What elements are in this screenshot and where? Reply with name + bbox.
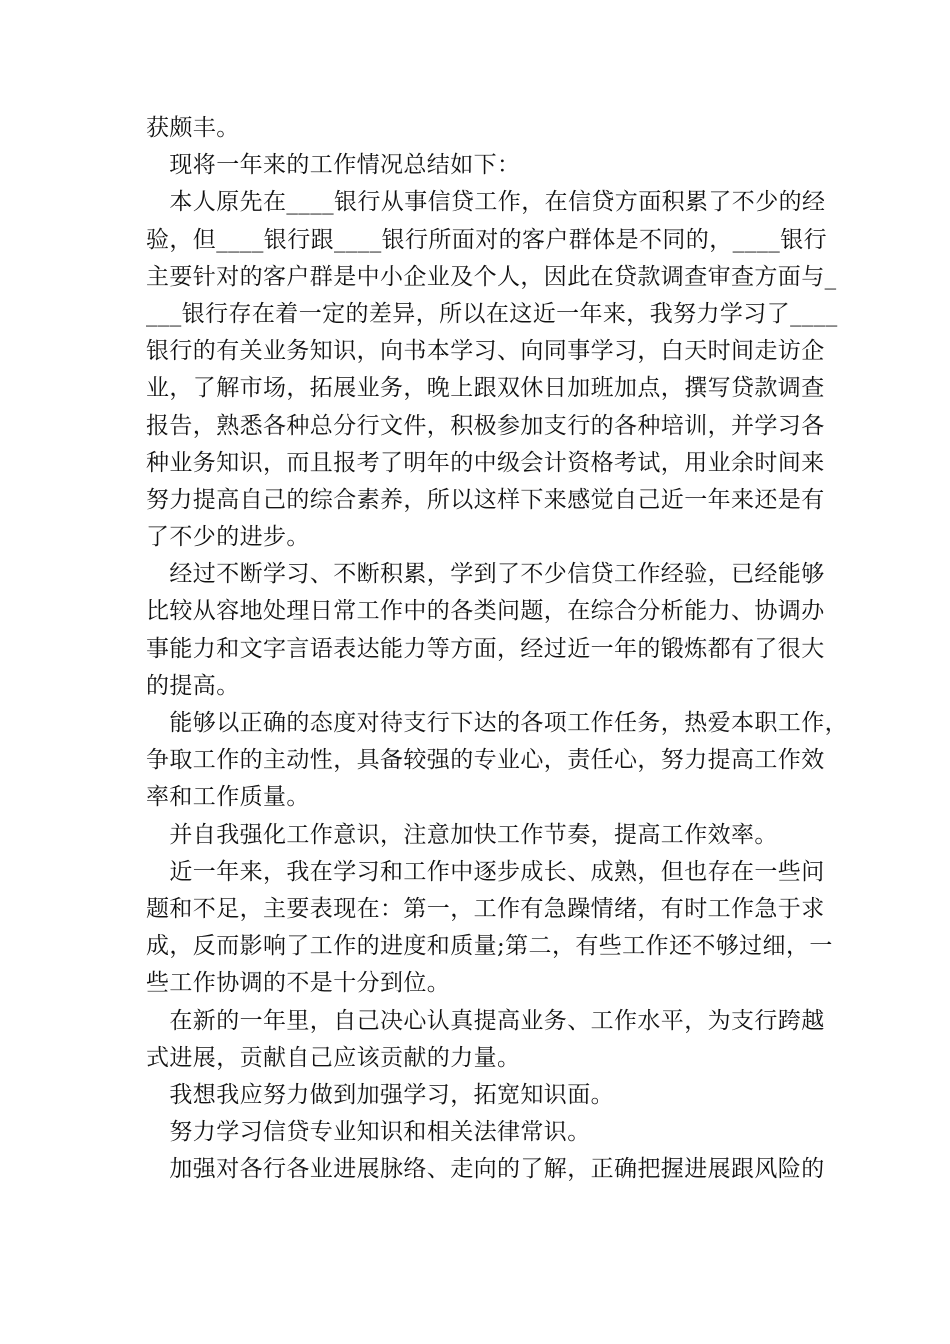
text-line: 主要针对的客户群是中小企业及个人，因此在贷款调查审查方面与_	[146, 263, 837, 290]
text-line: 些工作协调的不是十分到位。	[146, 970, 451, 997]
text-line: 题和不足，主要表现在：第一，工作有急躁情绪，有时工作急于求	[146, 895, 825, 922]
text-line: 了不少的进步。	[146, 524, 310, 551]
text-line: 验，但____银行跟____银行所面对的客户群体是不同的，____银行	[146, 226, 827, 253]
text-line: 率和工作质量。	[146, 784, 310, 811]
text-line: 并自我强化工作意识，注意加快工作节奏，提高工作效率。	[146, 821, 778, 848]
text-line: 的提高。	[146, 672, 240, 699]
text-line: 比较从容地处理日常工作中的各类问题，在综合分析能力、协调办	[146, 598, 825, 625]
text-line: 事能力和文字言语表达能力等方面，经过近一年的锻炼都有了很大	[146, 635, 825, 662]
text-line: 努力学习信贷专业知识和相关法律常识。	[146, 1119, 591, 1146]
text-line: 努力提高自己的综合素养，所以这样下来感觉自己近一年来还是有	[146, 486, 825, 513]
text-line: 本人原先在____银行从事信贷工作，在信贷方面积累了不少的经	[146, 189, 826, 216]
text-line: 能够以正确的态度对待支行下达的各项工作任务，热爱本职工作，	[146, 710, 848, 736]
text-line: 在新的一年里，自己决心认真提高业务、工作水平，为支行跨越	[146, 1007, 825, 1034]
text-line: 现将一年来的工作情况总结如下：	[146, 152, 521, 179]
text-line: 经过不断学习、不断积累，学到了不少信贷工作经验，已经能够	[146, 561, 825, 588]
text-line: ___银行存在着一定的差异，所以在这近一年来，我努力学习了____	[146, 300, 838, 327]
text-line: 报告，熟悉各种总分行文件，积极参加支行的各种培训，并学习各	[146, 412, 825, 439]
text-line: 争取工作的主动性，具备较强的专业心，责任心，努力提高工作效	[146, 747, 825, 774]
text-line: 加强对各行各业进展脉络、走向的了解，正确把握进展跟风险的	[146, 1156, 825, 1183]
text-line: 式进展，贡献自己应该贡献的力量。	[146, 1044, 521, 1071]
text-line: 我想我应努力做到加强学习，拓宽知识面。	[146, 1081, 614, 1108]
document-body	[146, 110, 848, 1188]
text-line: 成，反而影响了工作的进度和质量;第二，有些工作还不够过细，一	[146, 933, 833, 960]
text-line: 种业务知识，而且报考了明年的中级会计资格考试，用业余时间来	[146, 449, 825, 476]
text-line: 获颇丰。	[146, 115, 240, 141]
text-line: 近一年来，我在学习和工作中逐步成长、成熟，但也存在一些问	[146, 858, 825, 885]
text-line: 业，了解市场，拓展业务，晚上跟双休日加班加点，撰写贷款调查	[146, 375, 825, 402]
text-line: 银行的有关业务知识，向书本学习、向同事学习，白天时间走访企	[146, 338, 825, 365]
